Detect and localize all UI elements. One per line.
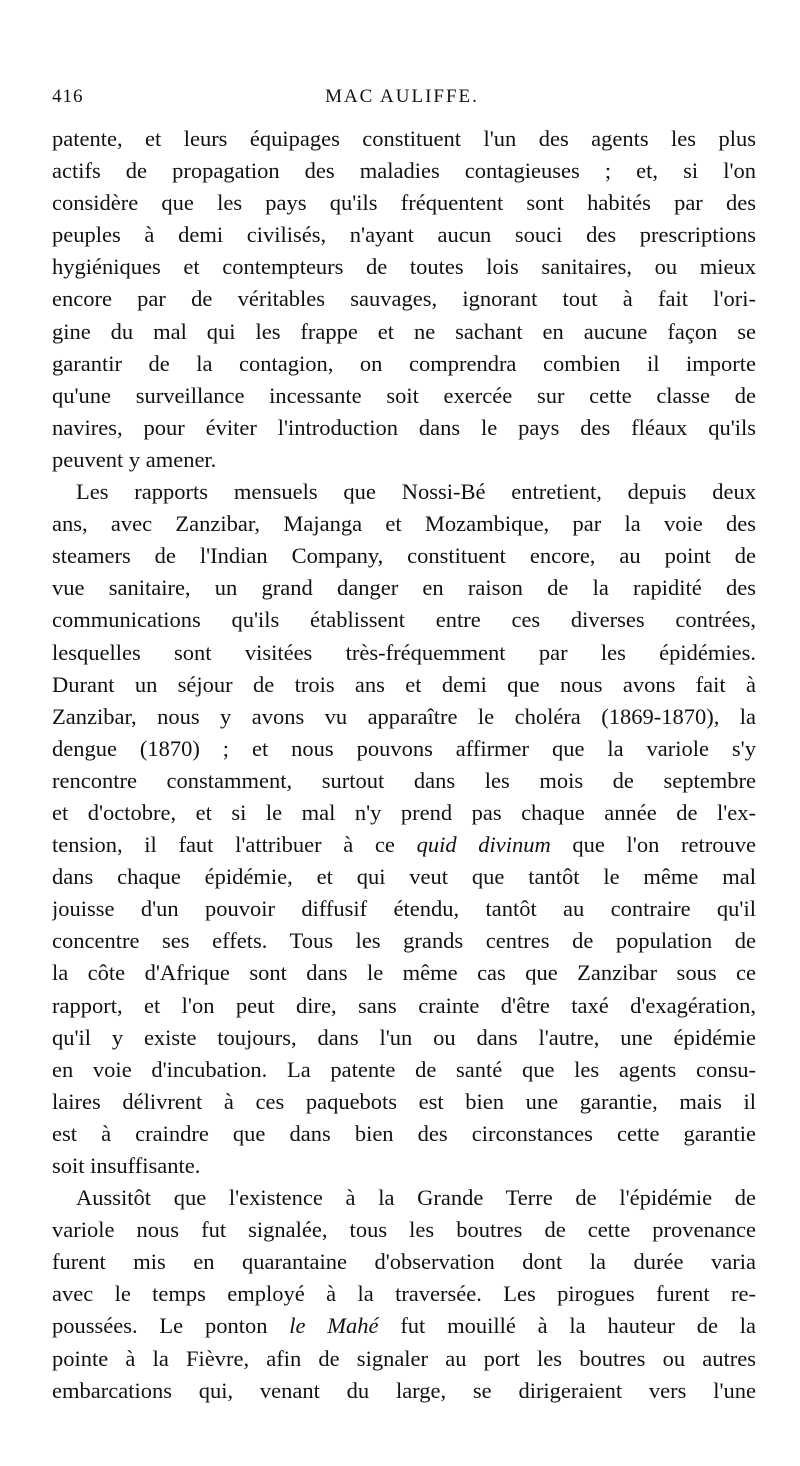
text-line: Les rapports mensuels que Nossi-Bé entretient, depuis deux — [76, 479, 756, 505]
text-line: pointe à la Fièvre, afin de signaler au port les boutres ou autres — [52, 1345, 756, 1371]
text-line: peuvent y amener. — [52, 446, 217, 472]
page-number: 416 — [52, 86, 84, 107]
body-text — [52, 123, 756, 1407]
page-header — [52, 86, 752, 116]
text-line: la côte d'Afrique sont dans le même cas que Zanzibar sous ce — [52, 960, 756, 986]
text-line: avec le temps employé à la traversée. Les pirogues furent re- — [52, 1281, 756, 1307]
text-line: communications qu'ils établissent entre ces diverses contrées, — [52, 607, 756, 633]
text-line: dans chaque épidémie, et qui veut que tantôt le même mal — [52, 864, 756, 890]
italic-phrase: le Mahé — [289, 1313, 379, 1339]
italic-phrase: quid divinum — [416, 832, 551, 858]
text-line: qu'il y existe toujours, dans l'un ou dans l'autre, une épidémie — [52, 1024, 756, 1050]
text-line — [52, 1310, 756, 1342]
text-line: est à craindre que dans bien des circonstances cette garantie — [52, 1120, 756, 1146]
text-line: en voie d'incubation. La patente de santé que les agents consu- — [52, 1056, 756, 1082]
text-line: rapport, et l'on peut dire, sans crainte d'être taxé d'exagération, — [52, 992, 756, 1018]
text-line: ans, avec Zanzibar, Majanga et Mozambique, par la voie des — [52, 511, 756, 537]
text-segment: que l'on retrouve — [550, 832, 756, 858]
text-line: concentre ses effets. Tous les grands centres de population de — [52, 928, 756, 954]
text-line: Durant un séjour de trois ans et demi que nous avons fait à — [52, 671, 756, 697]
text-line: patente, et leurs équipages constituent l'un des agents les plus — [52, 126, 756, 151]
paragraph-1 — [52, 123, 756, 476]
text-line — [52, 829, 756, 861]
text-line: lesquelles sont visitées très-fréquemment par les épidémies. — [52, 639, 756, 665]
text-line: furent mis en quarantaine d'observation dont la durée varia — [52, 1249, 756, 1275]
text-line: encore par de véritables sauvages, ignorant tout à fait l'ori- — [52, 286, 756, 312]
text-line: embarcations qui, venant du large, se dirigeraient vers l'une — [52, 1377, 756, 1403]
text-line: steamers de l'Indian Company, constituent encore, au point de — [52, 543, 756, 569]
text-line: actifs de propagation des maladies contagieuses ; et, si l'on — [52, 158, 756, 184]
text-line: peuples à demi civilisés, n'ayant aucun souci des prescriptions — [52, 222, 756, 248]
text-line: gine du mal qui les frappe et ne sachant en aucune façon se — [52, 318, 756, 344]
text-line: jouisse d'un pouvoir diffusif étendu, tantôt au contraire qu'il — [52, 896, 756, 922]
text-line: garantir de la contagion, on comprendra combien il importe — [52, 350, 756, 376]
running-head: MAC AULIFFE. — [325, 86, 479, 107]
text-line: navires, pour éviter l'introduction dans le pays des fléaux qu'ils — [52, 414, 756, 440]
text-line: soit insuffisante. — [52, 1153, 201, 1178]
text-line: considère que les pays qu'ils fréquentent sont habités par des — [52, 190, 756, 216]
text-segment: tension, il faut l'attribuer à ce — [52, 832, 417, 858]
text-line: qu'une surveillance incessante soit exercée sur cette classe de — [52, 382, 756, 408]
text-line: rencontre constamment, surtout dans les mois de septembre — [52, 767, 756, 793]
text-line: variole nous fut signalée, tous les boutres de cette provenance — [52, 1217, 756, 1243]
text-segment: fut mouillé à la hauteur de la — [378, 1313, 756, 1339]
text-line: dengue (1870) ; et nous pouvons affirmer que la variole s'y — [52, 735, 756, 761]
paragraph-2 — [52, 476, 756, 1182]
text-line: laires délivrent à ces paquebots est bien une garantie, mais il — [52, 1088, 756, 1114]
text-line: hygiéniques et contempteurs de toutes lois sanitaires, ou mieux — [52, 254, 756, 280]
paragraph-3 — [52, 1182, 756, 1407]
text-line: Aussitôt que l'existence à la Grande Terre de l'épidémie de — [76, 1185, 756, 1211]
text-line: vue sanitaire, un grand danger en raison de la rapidité des — [52, 575, 756, 601]
text-segment: poussées. Le ponton — [52, 1313, 290, 1339]
text-line: et d'octobre, et si le mal n'y prend pas chaque année de l'ex- — [52, 799, 756, 825]
text-line: Zanzibar, nous y avons vu apparaître le choléra (1869-1870), la — [52, 703, 756, 729]
